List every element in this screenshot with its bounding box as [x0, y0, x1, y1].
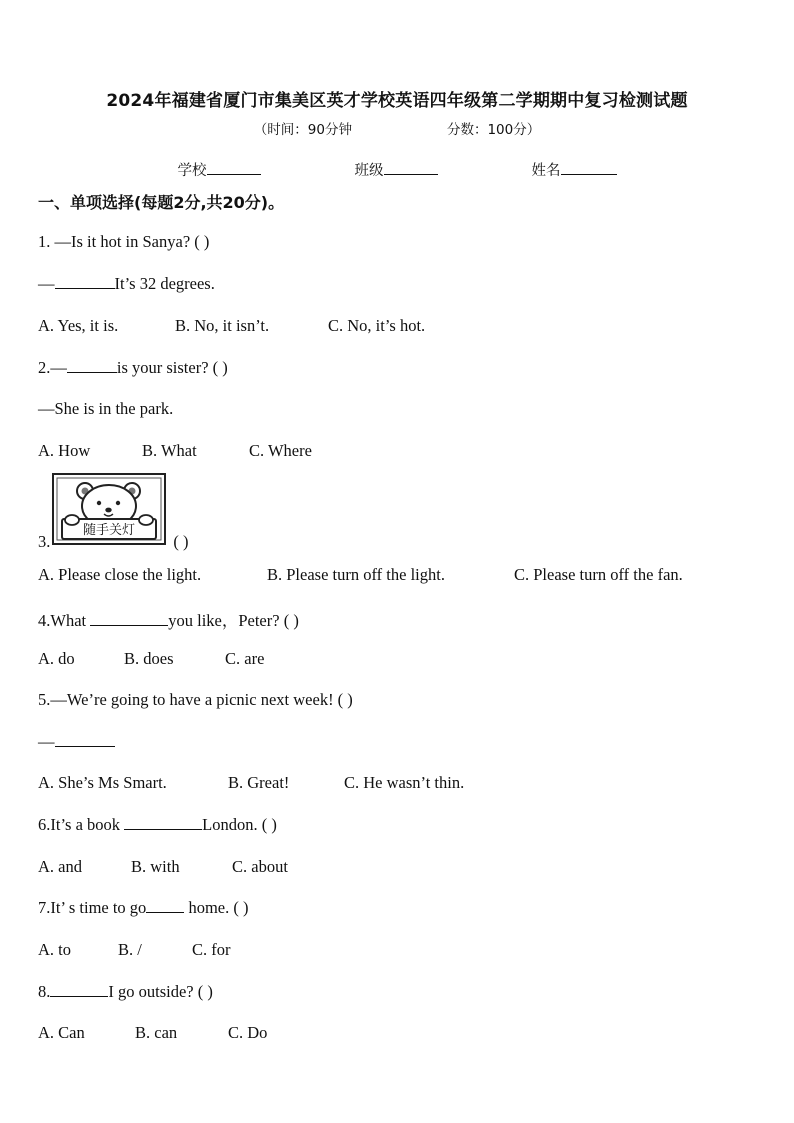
option-b[interactable]: B. can	[135, 1023, 178, 1042]
dash: —	[38, 732, 55, 751]
question-5-options	[38, 773, 464, 793]
option-c[interactable]: C. about	[232, 857, 288, 876]
page-title: 2024年福建省厦门市集美区英才学校英语四年级第二学期期中复习检测试题	[106, 91, 688, 111]
option-a[interactable]: A. Yes, it is.	[38, 316, 119, 335]
option-b[interactable]: B. Great!	[228, 773, 290, 792]
option-a[interactable]: A. do	[38, 649, 75, 668]
option-a[interactable]: A. Can	[38, 1023, 85, 1042]
question-6-prefix: 6.It’s a book	[38, 815, 125, 834]
sign-text: 随手关灯	[82, 523, 136, 538]
question-5-answer-line	[38, 732, 115, 752]
question-1-stem: 1. —Is it hot in Sanya? ( )	[38, 232, 210, 251]
exam-meta	[0, 118, 794, 138]
question-7-suffix: home. ( )	[184, 898, 249, 917]
option-b[interactable]: B. What	[142, 441, 197, 460]
question-6-options	[38, 857, 288, 877]
question-3-options	[38, 565, 683, 585]
question-2-options	[38, 441, 312, 461]
question-3-stem	[38, 532, 189, 552]
question-2-prefix: 2.—	[38, 358, 67, 377]
question-1-response: It’s 32 degrees.	[114, 274, 215, 293]
class-field[interactable]	[355, 159, 438, 180]
question-8-options	[38, 1023, 267, 1043]
question-7-stem	[38, 898, 248, 918]
name-label: 姓名	[531, 163, 561, 179]
question-2-stem	[38, 358, 228, 378]
question-1-answer-line	[38, 274, 215, 294]
option-a[interactable]: A. She’s Ms Smart.	[38, 773, 167, 792]
question-6-suffix: London. ( )	[202, 815, 277, 834]
question-8-suffix: I go outside? ( )	[108, 982, 213, 1001]
question-6-stem	[38, 815, 277, 835]
question-3-paren: ( )	[173, 532, 189, 551]
question-4-options	[38, 649, 264, 669]
option-b[interactable]: B. does	[124, 649, 174, 668]
question-8-stem	[38, 982, 213, 1002]
answer-blank[interactable]	[67, 358, 117, 373]
option-a[interactable]: A. Please close the light.	[38, 565, 202, 584]
option-b[interactable]: B. /	[118, 940, 142, 959]
option-c[interactable]: C. for	[192, 940, 231, 959]
answer-blank[interactable]	[90, 611, 168, 626]
question-4-prefix: 4.What	[38, 611, 91, 630]
question-2-suffix: is your sister? ( )	[116, 358, 228, 377]
answer-blank[interactable]	[55, 732, 115, 747]
answer-blank[interactable]	[55, 274, 115, 289]
name-field[interactable]	[532, 159, 617, 180]
option-c[interactable]: C. are	[225, 649, 265, 668]
question-4-suffix: you like，Peter? ( )	[168, 611, 299, 630]
option-a[interactable]: A. How	[38, 441, 91, 460]
option-b[interactable]: B. with	[131, 857, 180, 876]
question-3-number: 3.	[38, 532, 51, 551]
question-4-stem	[38, 607, 299, 631]
option-b[interactable]: B. No, it isn’t.	[175, 316, 270, 335]
dash: —	[38, 274, 55, 293]
option-b[interactable]: B. Please turn off the light.	[267, 565, 445, 584]
question-7-options	[38, 940, 231, 960]
answer-blank[interactable]	[124, 815, 202, 830]
class-label: 班级	[354, 163, 384, 179]
option-c[interactable]: C. He wasn’t thin.	[344, 773, 465, 792]
school-blank[interactable]	[207, 160, 261, 175]
time-limit: （时间：90分钟	[253, 122, 352, 138]
option-c[interactable]: C. Where	[249, 441, 312, 460]
question-5-stem: 5.—We’re going to have a picnic next week! ( )	[38, 690, 353, 709]
total-score: 分数：100分）	[446, 122, 541, 138]
class-blank[interactable]	[384, 160, 438, 175]
option-a[interactable]: A. and	[38, 857, 82, 876]
question-7-prefix: 7.It’ s time to go	[38, 898, 147, 917]
option-c[interactable]: C. Please turn off the fan.	[514, 565, 683, 584]
question-8-prefix: 8.	[38, 982, 51, 1001]
student-info	[0, 159, 794, 180]
option-c[interactable]: C. No, it’s hot.	[328, 316, 426, 335]
school-label: 学校	[177, 163, 207, 179]
answer-blank[interactable]	[146, 898, 184, 913]
option-c[interactable]: C. Do	[228, 1023, 268, 1042]
question-2-response: —She is in the park.	[38, 399, 174, 418]
school-field[interactable]	[178, 159, 261, 180]
name-blank[interactable]	[561, 160, 617, 175]
option-a[interactable]: A. to	[38, 940, 71, 959]
answer-blank[interactable]	[50, 982, 108, 997]
question-1-options	[38, 316, 425, 336]
section-title: 一、单项选择(每题2分,共20分)。	[38, 193, 285, 212]
